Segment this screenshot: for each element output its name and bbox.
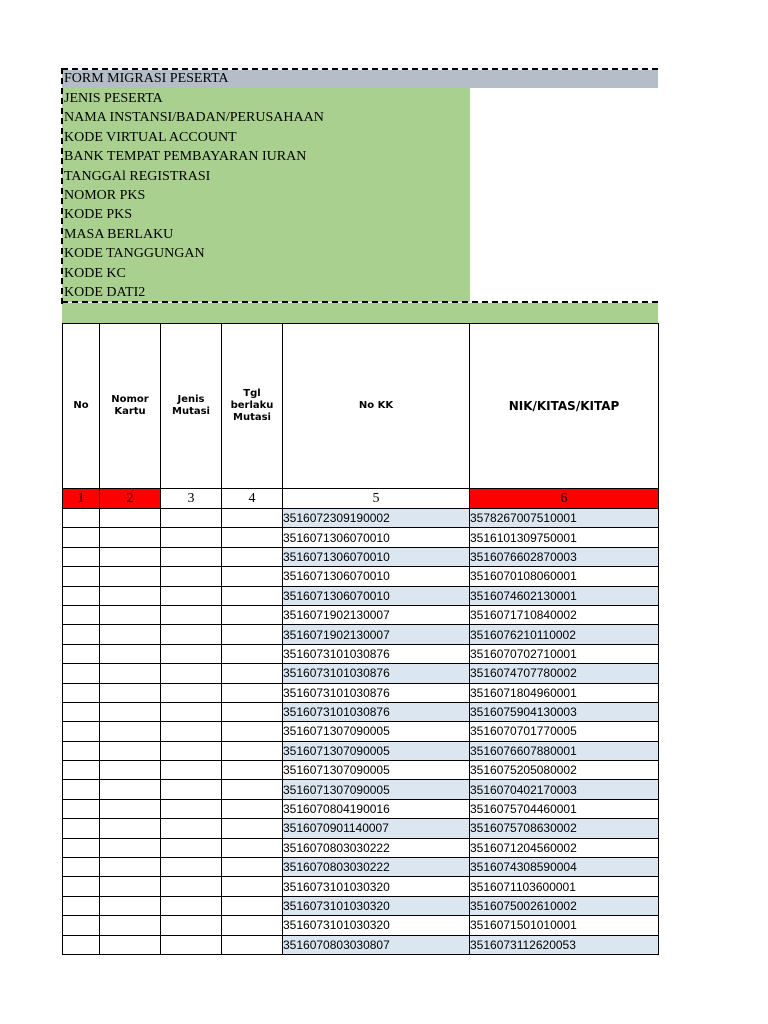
form-field-label: MASA BERLAKU [64,226,174,242]
empty-cell [222,896,283,915]
column-number-5: 5 [283,489,470,509]
nik-cell: 3516076607880001 [470,741,659,760]
empty-cell [100,761,161,780]
empty-cell [161,683,222,702]
no-kk-cell: 3516070803030222 [283,838,470,857]
no-kk-cell: 3516073101030876 [283,683,470,702]
empty-cell [100,877,161,896]
form-field-label: KODE KC [64,265,126,281]
empty-cell [222,838,283,857]
column-number-2: 2 [100,489,161,509]
empty-cell [100,702,161,721]
table-row [63,683,659,702]
nik-cell: 3578267007510001 [470,509,659,528]
nik-cell: 3516074602130001 [470,586,659,605]
empty-cell [100,664,161,683]
table-row [63,858,659,877]
header-no: No [63,324,100,489]
empty-cell [161,799,222,818]
empty-cell [63,509,100,528]
table-row [63,935,659,954]
no-kk-cell: 3516071306070010 [283,567,470,586]
table-row [63,761,659,780]
dashed-border-left [61,68,63,304]
empty-cell [222,702,283,721]
nik-cell: 3516070402170003 [470,780,659,799]
empty-cell [100,567,161,586]
empty-cell [63,896,100,915]
empty-cell [100,644,161,663]
nik-cell: 3516075704460001 [470,799,659,818]
column-number-row [63,489,659,509]
empty-cell [161,877,222,896]
empty-cell [222,858,283,877]
empty-cell [100,935,161,954]
no-kk-cell: 3516071307090005 [283,780,470,799]
no-kk-cell: 3516072309190002 [283,509,470,528]
empty-cell [222,761,283,780]
table-header-row [63,324,659,489]
empty-cell [222,528,283,547]
form-title: FORM MIGRASI PESERTA [62,70,658,88]
nik-cell: 3516071804960001 [470,683,659,702]
empty-cell [100,916,161,935]
table-row [63,586,659,605]
no-kk-cell: 3516073101030876 [283,702,470,721]
table-row [63,896,659,915]
table-row [63,625,659,644]
table-row [63,605,659,624]
table-row [63,741,659,760]
empty-cell [161,528,222,547]
form-field-label: NOMOR PKS [64,188,146,203]
form-field-label: TANGGAl REGISTRASI [64,168,211,184]
form-field-label: KODE TANGGUNGAN [64,246,205,262]
nik-cell: 3516070702710001 [470,644,659,663]
empty-cell [100,741,161,760]
form-field-label: KODE VIRTUAL ACCOUNT [64,129,237,145]
no-kk-cell: 3516070803030222 [283,858,470,877]
empty-cell [161,935,222,954]
no-kk-cell: 3516071902130007 [283,625,470,644]
empty-cell [222,509,283,528]
empty-cell [222,547,283,566]
nik-cell: 3516074308590004 [470,858,659,877]
no-kk-cell: 3516071306070010 [283,586,470,605]
nik-cell: 3516075708630002 [470,819,659,838]
empty-cell [100,896,161,915]
form-field-label: JENIS PESERTA [64,91,163,106]
nik-cell: 3516070701770005 [470,722,659,741]
participant-table [62,323,659,955]
empty-cell [222,664,283,683]
nik-cell: 3516076210110002 [470,625,659,644]
empty-cell [161,896,222,915]
empty-cell [63,877,100,896]
empty-cell [161,509,222,528]
table-row [63,799,659,818]
nik-cell: 3516075205080002 [470,761,659,780]
form-field-label: KODE DATI2 [64,285,146,300]
no-kk-cell: 3516073101030320 [283,916,470,935]
empty-cell [100,799,161,818]
empty-cell [100,722,161,741]
table-row [63,528,659,547]
empty-cell [222,799,283,818]
empty-cell [222,877,283,896]
empty-cell [100,625,161,644]
column-number-4: 4 [222,489,283,509]
empty-cell [161,567,222,586]
no-kk-cell: 3516071902130007 [283,605,470,624]
table-row [63,702,659,721]
empty-cell [63,838,100,857]
table-row [63,819,659,838]
empty-cell [100,819,161,838]
empty-cell [222,741,283,760]
empty-cell [63,780,100,799]
empty-cell [63,761,100,780]
empty-cell [161,625,222,644]
table-row [63,916,659,935]
empty-cell [63,547,100,566]
nik-cell: 3516074707780002 [470,664,659,683]
empty-cell [100,509,161,528]
table-row [63,567,659,586]
empty-cell [63,722,100,741]
empty-cell [222,780,283,799]
empty-cell [63,528,100,547]
empty-cell [100,605,161,624]
table-row [63,838,659,857]
table-row [63,644,659,663]
empty-cell [161,702,222,721]
header-tgl-berlaku-mutasi: Tgl berlaku Mutasi [222,324,283,489]
empty-cell [100,858,161,877]
no-kk-cell: 3516073101030320 [283,877,470,896]
empty-cell [63,702,100,721]
empty-cell [100,683,161,702]
empty-cell [222,567,283,586]
empty-cell [161,819,222,838]
column-number-3: 3 [161,489,222,509]
empty-cell [161,722,222,741]
empty-cell [161,858,222,877]
empty-cell [63,586,100,605]
empty-cell [222,935,283,954]
empty-cell [161,664,222,683]
empty-cell [100,586,161,605]
nik-cell: 3516075904130003 [470,702,659,721]
empty-cell [222,625,283,644]
empty-cell [63,683,100,702]
form-field-label: BANK TEMPAT PEMBAYARAN IURAN [64,149,307,165]
nik-cell: 3516073112620053 [470,935,659,954]
empty-cell [63,819,100,838]
header-no-kk: No KK [283,324,470,489]
nik-cell: 3516071204560002 [470,838,659,857]
empty-cell [161,644,222,663]
table-row [63,780,659,799]
no-kk-cell: 3516071306070010 [283,528,470,547]
green-separator-strip [62,303,658,323]
no-kk-cell: 3516071307090005 [283,741,470,760]
empty-cell [161,761,222,780]
form-field-label: KODE PKS [64,207,133,223]
no-kk-cell: 3516071306070010 [283,547,470,566]
table-row [63,877,659,896]
empty-cell [222,916,283,935]
nik-cell: 3516071103600001 [470,877,659,896]
column-number-1: 1 [63,489,100,509]
empty-cell [222,644,283,663]
nik-cell: 3516075002610002 [470,896,659,915]
empty-cell [100,528,161,547]
empty-cell [222,683,283,702]
no-kk-cell: 3516070803030807 [283,935,470,954]
table-row [63,509,659,528]
no-kk-cell: 3516070901140007 [283,819,470,838]
empty-cell [161,586,222,605]
empty-cell [161,780,222,799]
empty-cell [63,858,100,877]
header-jenis-mutasi: Jenis Mutasi [161,324,222,489]
empty-cell [222,819,283,838]
empty-cell [100,838,161,857]
table-row [63,722,659,741]
header-nomor-kartu: Nomor Kartu [100,324,161,489]
empty-cell [63,935,100,954]
table-body [63,509,659,955]
no-kk-cell: 3516073101030320 [283,896,470,915]
empty-cell [63,605,100,624]
no-kk-cell: 3516071307090005 [283,722,470,741]
empty-cell [63,567,100,586]
empty-cell [100,780,161,799]
nik-cell: 3516101309750001 [470,528,659,547]
column-number-6: 6 [470,489,659,509]
empty-cell [63,644,100,663]
nik-cell: 3516071710840002 [470,605,659,624]
empty-cell [222,586,283,605]
nik-cell: 3516070108060001 [470,567,659,586]
no-kk-cell: 3516073101030876 [283,664,470,683]
empty-cell [161,741,222,760]
nik-cell: 3516071501010001 [470,916,659,935]
empty-cell [222,722,283,741]
header-nik: NIK/KITAS/KITAP [470,324,659,489]
empty-cell [63,664,100,683]
no-kk-cell: 3516071307090005 [283,761,470,780]
no-kk-cell: 3516073101030876 [283,644,470,663]
empty-cell [100,547,161,566]
no-kk-cell: 3516070804190016 [283,799,470,818]
table-row [63,547,659,566]
empty-cell [63,625,100,644]
form-field-label: NAMA INSTANSI/BADAN/PERUSAHAAN [64,110,324,126]
empty-cell [161,605,222,624]
empty-cell [161,547,222,566]
empty-cell [161,838,222,857]
empty-cell [63,916,100,935]
empty-cell [161,916,222,935]
nik-cell: 3516076602870003 [470,547,659,566]
table-row [63,664,659,683]
empty-cell [63,741,100,760]
empty-cell [63,799,100,818]
empty-cell [222,605,283,624]
